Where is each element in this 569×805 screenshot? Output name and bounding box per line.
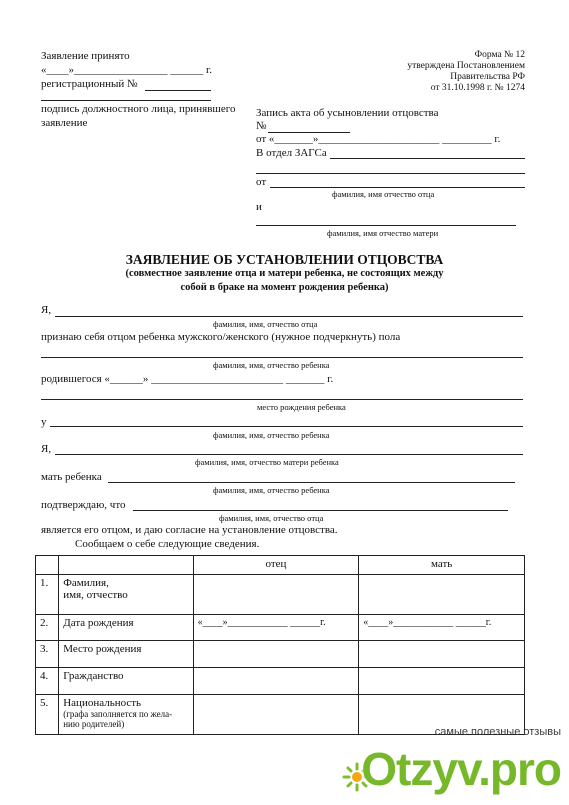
record-from-date: от «_______»______________________ _________ г.	[256, 133, 501, 145]
document-subtitle-2: собой в браке на момент рождения ребенка)	[180, 282, 389, 293]
child-name-caption-3: фамилия, имя, отчество ребенка	[213, 485, 330, 495]
table-header-mother: мать	[359, 556, 525, 575]
row-label-line-2: (графа заполняется по жела-	[63, 709, 173, 719]
father-birthdate-cell[interactable]: «____»____________ ______г.	[193, 615, 359, 641]
record-father-line	[270, 187, 525, 188]
zags-office-line-2	[256, 173, 525, 174]
form-gov: Правительства РФ	[450, 72, 525, 82]
born-date-text: родившегося «______» ________________________ _______ г.	[41, 373, 334, 385]
row-number: 1.	[36, 575, 59, 615]
form-approved: утверждена Постановлением	[407, 61, 525, 71]
info-intro: Сообщаем о себе следующие сведения.	[75, 538, 260, 550]
birthplace-line	[41, 399, 523, 400]
child-name-line-2	[50, 426, 523, 427]
row-number: 4.	[36, 668, 59, 695]
row-number: 2.	[36, 615, 59, 641]
child-name-line-3	[108, 482, 515, 483]
row-label-line: Национальность	[63, 697, 142, 709]
father-ya-label: Я,	[41, 304, 52, 316]
row-label: Дата рождения	[59, 615, 193, 641]
zags-office-label: В отдел ЗАГСа	[256, 147, 327, 159]
row-number: 3.	[36, 641, 59, 668]
reg-number-label: регистрационный №	[41, 78, 138, 90]
father-name-caption-2: фамилия, имя, отчество отца	[219, 513, 324, 523]
watermark-logo: Otzyv.pro	[361, 743, 561, 795]
table-header-father: отец	[193, 556, 359, 575]
form-number: Форма № 12	[474, 50, 525, 60]
child-name-line	[41, 357, 523, 358]
agree-text: является его отцом, и даю согласие на установление отцовства.	[41, 524, 338, 536]
reg-number-line	[145, 90, 211, 91]
father-value-cell[interactable]	[193, 668, 359, 695]
table-row	[36, 615, 525, 641]
mother-value-cell[interactable]	[359, 575, 525, 615]
mother-name-caption: фамилия, имя, отчество матери ребенка	[195, 457, 339, 467]
signature-label: подпись должностного лица, принявшего	[41, 103, 236, 115]
row-label-line: Фамилия,	[63, 577, 109, 589]
birthplace-caption: место рождения ребенка	[257, 402, 346, 412]
father-name-line-2	[133, 510, 508, 511]
child-name-caption: фамилия, имя, отчество ребенка	[213, 360, 330, 370]
accepted-label: Заявление принято	[41, 50, 130, 62]
table-header-num	[36, 556, 59, 575]
mother-of-label: мать ребенка	[41, 471, 102, 483]
mother-birthdate-cell[interactable]: «____»____________ ______г.	[359, 615, 525, 641]
parents-info-table	[35, 555, 525, 735]
father-name-caption: фамилия, имя, отчество отца	[213, 319, 318, 329]
record-from-label: от	[256, 176, 267, 188]
row-label: Гражданство	[59, 668, 193, 695]
record-no-label: №	[256, 120, 267, 132]
table-row	[36, 575, 525, 615]
row-label-line-3: нию родителей)	[63, 719, 125, 729]
zags-office-line	[330, 158, 525, 159]
recognize-text: признаю себя отцом ребенка мужского/женского (нужное подчеркнуть) пола	[41, 331, 401, 343]
signature-line	[41, 100, 211, 101]
father-value-cell[interactable]	[193, 695, 359, 735]
mother-name-line	[55, 454, 523, 455]
record-mother-line	[256, 225, 516, 226]
table-row	[36, 641, 525, 668]
document-title: ЗАЯВЛЕНИЕ ОБ УСТАНОВЛЕНИИ ОТЦОВСТВА	[125, 252, 444, 267]
record-title: Запись акта об усыновлении отцовства	[256, 107, 439, 119]
table-row	[36, 668, 525, 695]
record-and-label: и	[256, 201, 262, 213]
father-value-cell[interactable]	[193, 575, 359, 615]
confirm-label: подтверждаю, что	[41, 499, 126, 511]
watermark-tagline: самые полезные отзывы	[434, 726, 561, 738]
mother-value-cell[interactable]	[359, 668, 525, 695]
form-date: от 31.10.1998 г. № 1274	[430, 83, 525, 93]
row-label: Место рождения	[59, 641, 193, 668]
row-number: 5.	[36, 695, 59, 735]
table-header-row	[36, 556, 525, 575]
mother-value-cell[interactable]	[359, 641, 525, 668]
row-label	[59, 575, 193, 615]
child-name-caption-2: фамилия, имя, отчество ребенка	[213, 430, 330, 440]
table-header-label	[59, 556, 193, 575]
document-subtitle-1: (совместное заявление отца и матери ребенка, не состоящих между	[125, 268, 444, 279]
accepted-date-line: «____»_________________ ______ г.	[41, 64, 213, 76]
signature-label-2: заявление	[41, 117, 88, 129]
row-label	[59, 695, 193, 735]
father-name-line	[55, 316, 523, 317]
row-label-line-2: имя, отчество	[63, 589, 128, 601]
u-label: у	[41, 416, 47, 428]
mother-ya-label: Я,	[41, 443, 52, 455]
record-father-caption: фамилия, имя отчество отца	[332, 189, 435, 199]
father-value-cell[interactable]	[193, 641, 359, 668]
record-mother-caption: фамилия, имя отчество матери	[327, 228, 439, 238]
